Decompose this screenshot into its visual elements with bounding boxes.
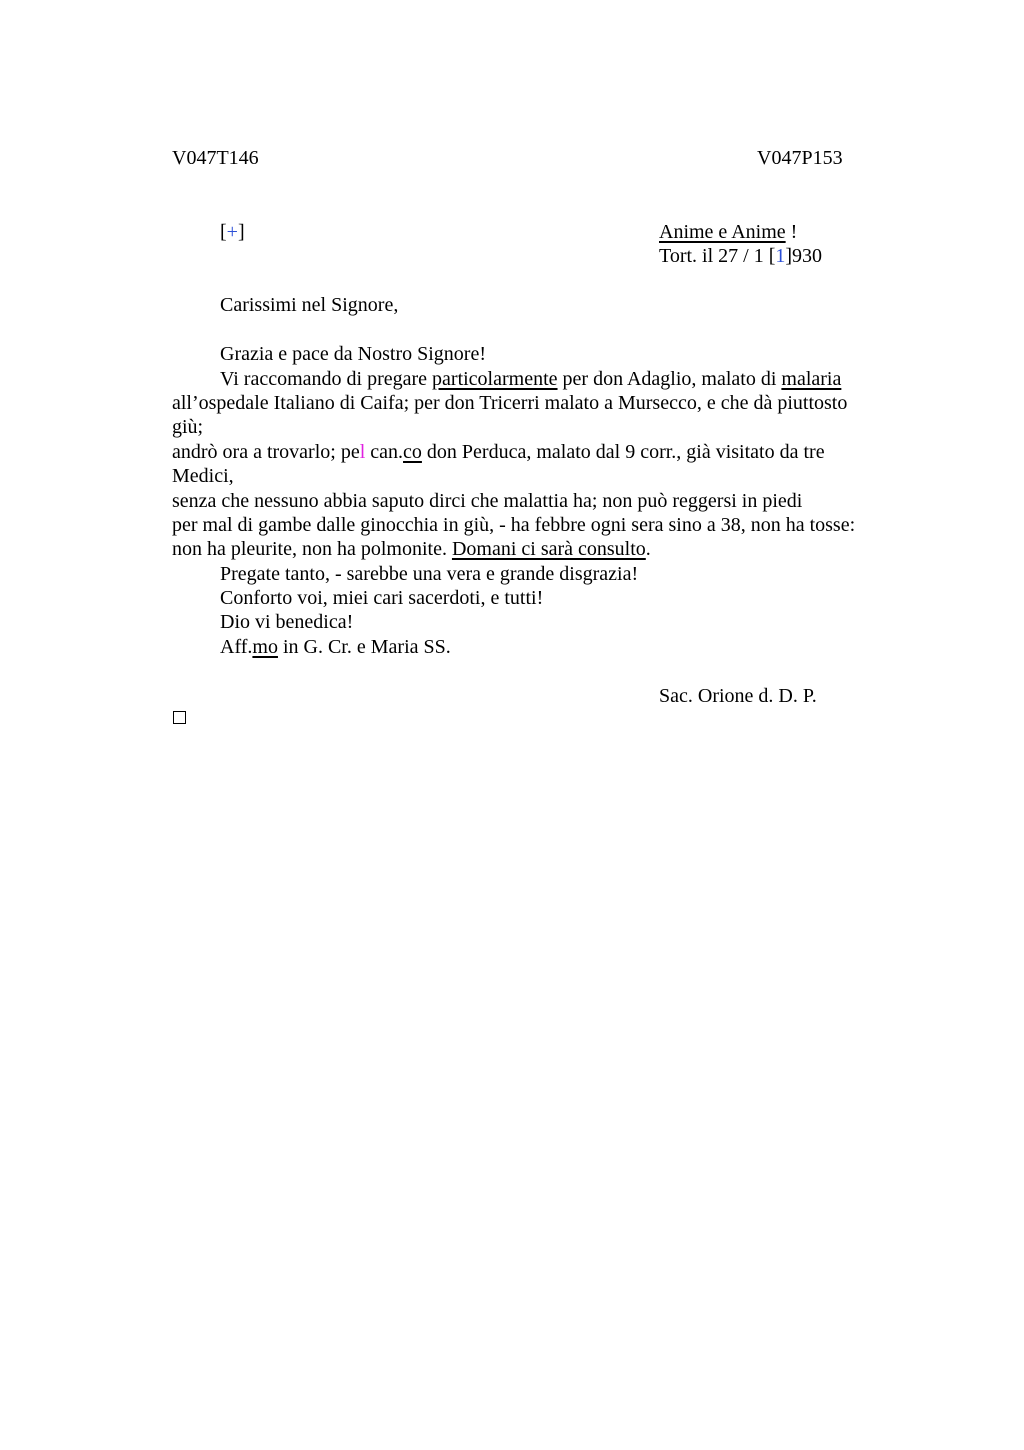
left-code: V047T146 bbox=[172, 147, 259, 169]
right-code: V047P153 bbox=[757, 147, 843, 169]
motto-underlined: Anime e Anime bbox=[659, 221, 786, 243]
body-text: in G. Cr. e Maria SS. bbox=[277, 636, 451, 658]
body-line-3: giù; bbox=[172, 416, 204, 438]
bracket-open: [ bbox=[220, 221, 227, 243]
body-line-8 bbox=[172, 537, 651, 561]
body-line-9: Pregate tanto, - sarebbe una vera e grande disgrazia! bbox=[220, 563, 639, 585]
body-text: . bbox=[645, 538, 651, 560]
superscript-mo: mo bbox=[252, 636, 278, 658]
body-text: Vi raccomando di pregare bbox=[220, 368, 433, 390]
emphasis-malaria: malaria bbox=[781, 368, 842, 390]
date-suffix: ]930 bbox=[785, 245, 823, 267]
body-text: don Perduca, malato dal 9 corr., già visitato da tre bbox=[421, 441, 825, 463]
salutation: Carissimi nel Signore, bbox=[220, 294, 399, 316]
body-line-11: Dio vi benedica! bbox=[220, 611, 354, 633]
date-bracket-digit: 1 bbox=[775, 245, 786, 267]
cross-mark bbox=[220, 220, 245, 244]
body-text: Aff. bbox=[220, 636, 253, 658]
body-text: can. bbox=[365, 441, 404, 463]
emphasis-particolarmente: particolarmente bbox=[432, 368, 558, 390]
body-text: per don Adaglio, malato di bbox=[557, 368, 782, 390]
greeting: Grazia e pace da Nostro Signore! bbox=[220, 343, 486, 365]
body-line-1 bbox=[220, 367, 841, 391]
body-line-4 bbox=[172, 440, 825, 464]
body-text: andrò ora a trovarlo; pe bbox=[172, 441, 360, 463]
signature: Sac. Orione d. D. P. bbox=[659, 685, 817, 707]
date-prefix: Tort. il 27 / 1 [ bbox=[659, 245, 776, 267]
bracket-close: ] bbox=[237, 221, 245, 243]
body-line-2: all’ospedale Italiano di Caifa; per don Tricerri malato a Mursecco, e che dà piuttosto bbox=[172, 392, 848, 414]
superscript-co: co bbox=[403, 441, 422, 463]
cross-plus: + bbox=[226, 221, 238, 243]
body-line-6: senza che nessuno abbia saputo dirci che malattia ha; non può reggersi in piedi bbox=[172, 490, 803, 512]
body-line-10: Conforto voi, miei cari sacerdoti, e tutti! bbox=[220, 587, 544, 609]
date-line bbox=[659, 244, 822, 268]
motto-tail: ! bbox=[785, 221, 798, 243]
motto bbox=[659, 220, 797, 244]
body-text: non ha pleurite, non ha polmonite. bbox=[172, 538, 452, 560]
emphasis-consulto: Domani ci sarà consulto bbox=[451, 538, 646, 560]
body-line-7: per mal di gambe dalle ginocchia in giù, - ha febbre ogni sera sino a 38, non ha tosse: bbox=[172, 514, 856, 536]
body-line-5: Medici, bbox=[172, 465, 234, 487]
closing-line bbox=[220, 635, 451, 659]
inserted-letter: l bbox=[359, 441, 366, 463]
end-square-icon bbox=[173, 711, 186, 724]
